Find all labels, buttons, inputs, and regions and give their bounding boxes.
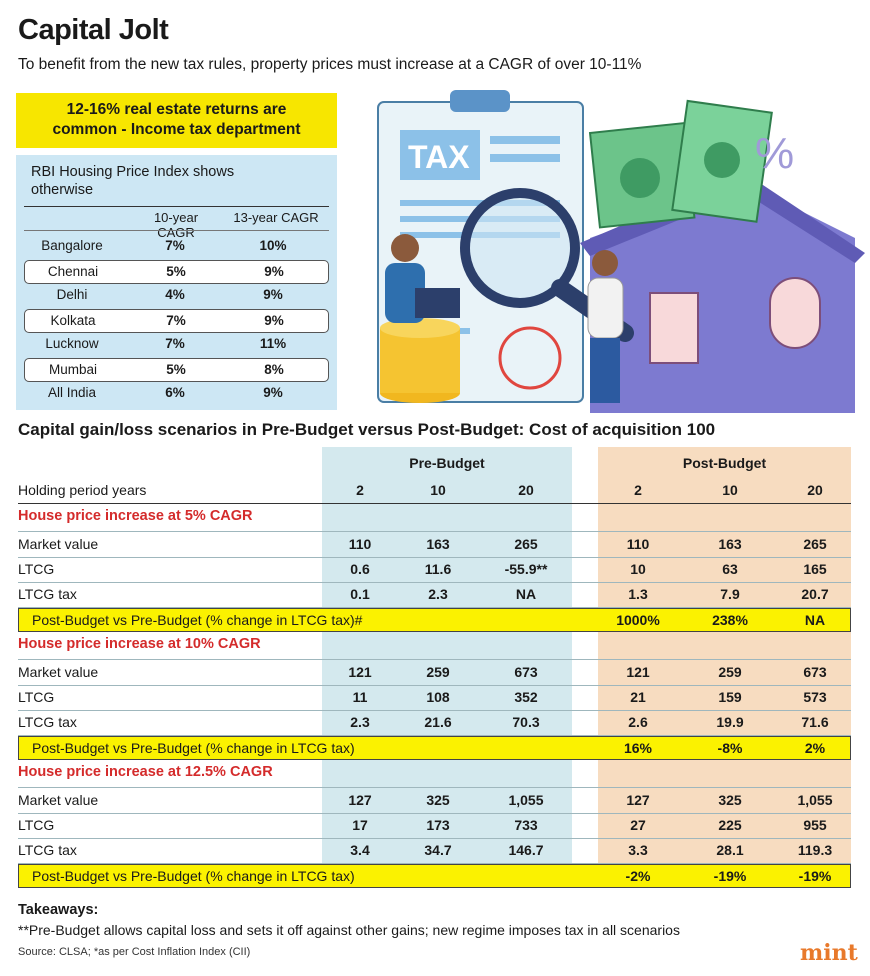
holding-period-label: Holding period years <box>18 482 147 498</box>
table-cell: 20.7 <box>801 586 829 602</box>
person-2-icon <box>592 250 618 276</box>
table-cell: 259 <box>718 664 742 680</box>
table-cell: 7.9 <box>720 586 740 602</box>
table-cell: 10 <box>630 561 646 577</box>
row-label: LTCG tax <box>18 714 77 730</box>
page-title: Capital Jolt <box>18 14 169 46</box>
rbi-13yr-value: 8% <box>264 361 284 377</box>
change-value: 16% <box>623 740 653 756</box>
rbi-10yr-value: 7% <box>165 336 185 351</box>
rbi-city: Lucknow <box>45 336 99 351</box>
table-row <box>18 582 851 607</box>
rbi-10yr-value: 4% <box>165 287 185 302</box>
scenario-heading: House price increase at 12.5% CAGR <box>18 764 273 780</box>
year-header: 20 <box>518 482 534 498</box>
table-cell: 11.6 <box>424 561 452 577</box>
table-cell: 165 <box>803 561 827 577</box>
table-cell: 3.3 <box>628 842 648 858</box>
change-value: 2% <box>804 740 826 756</box>
table-cell: 3.4 <box>350 842 370 858</box>
window-icon <box>770 278 820 348</box>
table-row <box>18 557 851 582</box>
header-divider <box>18 503 851 504</box>
table-cell: 159 <box>718 689 742 705</box>
callout-line-2: common - Income tax department <box>52 121 301 138</box>
table-cell: 2.3 <box>428 586 448 602</box>
table-cell: 0.6 <box>350 561 370 577</box>
rbi-13yr-value: 10% <box>259 238 287 253</box>
table-row <box>18 685 851 710</box>
table-cell: 21 <box>630 689 646 705</box>
table-cell: 673 <box>803 664 827 680</box>
change-value: -8% <box>717 740 743 756</box>
rbi-heading-line-1: RBI Housing Price Index shows <box>31 164 235 180</box>
rbi-13yr-value: 9% <box>263 385 283 400</box>
mint-logo: mint <box>800 940 858 966</box>
rbi-header-divider <box>24 230 329 231</box>
table-cell: 163 <box>718 536 742 552</box>
change-row-border <box>18 608 851 632</box>
table-row <box>18 660 851 685</box>
page-subtitle: To benefit from the new tax rules, property prices must increase at a CAGR of over 10-11% <box>18 56 642 73</box>
table-cell: 121 <box>626 664 650 680</box>
tax-illustration <box>350 88 865 413</box>
table-cell: 163 <box>426 536 450 552</box>
change-value: NA <box>804 612 826 628</box>
tax-label: TAX <box>408 139 470 175</box>
table-cell: 119.3 <box>797 842 833 858</box>
table-cell: 28.1 <box>716 842 744 858</box>
table-cell: 146.7 <box>508 842 544 858</box>
rbi-col-header-10yr: 10-year CAGR <box>153 210 199 240</box>
table-cell: 70.3 <box>512 714 540 730</box>
table-cell: 673 <box>514 664 538 680</box>
change-value: -2% <box>625 868 651 884</box>
rbi-heading <box>31 163 234 199</box>
table-cell: 17 <box>352 817 368 833</box>
table-cell: 71.6 <box>801 714 829 730</box>
year-header: 10 <box>722 482 738 498</box>
rbi-13yr-value: 9% <box>263 287 283 302</box>
rbi-row <box>24 235 327 257</box>
row-label: LTCG tax <box>18 586 77 602</box>
rbi-city: Mumbai <box>48 361 97 377</box>
holding-period-row <box>18 478 851 503</box>
table-row <box>18 788 851 813</box>
callout-line-1: 12-16% real estate returns are <box>66 101 287 118</box>
table-cell: 0.1 <box>350 586 370 602</box>
rbi-10yr-value: 6% <box>165 385 185 400</box>
change-row-border <box>18 864 851 888</box>
table-cell: 259 <box>426 664 450 680</box>
rbi-city: Kolkata <box>50 312 96 328</box>
post-budget-header: Post-Budget <box>682 455 767 471</box>
rbi-10yr-value: 5% <box>166 263 186 279</box>
row-label: LTCG tax <box>18 842 77 858</box>
scenario-heading: House price increase at 10% CAGR <box>18 636 261 652</box>
table-cell: 21.6 <box>424 714 452 730</box>
table-cell: 955 <box>803 817 827 833</box>
table-cell: 573 <box>803 689 827 705</box>
table-cell: 352 <box>514 689 538 705</box>
rbi-divider <box>24 206 329 207</box>
rbi-city: Delhi <box>56 287 88 302</box>
year-header: 20 <box>807 482 823 498</box>
table-cell: 2.6 <box>628 714 648 730</box>
table-row <box>18 710 851 735</box>
rbi-row <box>24 333 327 355</box>
table-cell: 11 <box>352 689 368 705</box>
rbi-heading-line-2: otherwise <box>31 182 94 198</box>
table-cell: 110 <box>626 536 650 552</box>
row-label: Market value <box>18 664 99 680</box>
callout-box <box>16 93 337 148</box>
rbi-10yr-value: 5% <box>166 361 186 377</box>
table-title: Capital gain/loss scenarios in Pre-Budget versus Post-Budget: Cost of acquisition 100 <box>18 420 716 439</box>
table-cell: 19.9 <box>716 714 744 730</box>
year-header: 2 <box>634 482 642 498</box>
row-label: Market value <box>18 792 99 808</box>
rbi-10yr-value: 7% <box>165 238 185 253</box>
pre-budget-header: Pre-Budget <box>409 455 485 471</box>
rbi-row <box>24 260 329 284</box>
scenario-heading: House price increase at 5% CAGR <box>18 508 253 524</box>
table-cell: 63 <box>722 561 738 577</box>
table-cell: 1,055 <box>508 792 544 808</box>
table-cell: 325 <box>718 792 742 808</box>
change-value: -19% <box>713 868 747 884</box>
table-cell: 225 <box>718 817 742 833</box>
change-value: 238% <box>712 612 748 628</box>
table-cell: 27 <box>630 817 646 833</box>
table-cell: 173 <box>426 817 450 833</box>
rbi-10yr-value: 7% <box>166 312 186 328</box>
table-cell: 265 <box>803 536 827 552</box>
table-cell: NA <box>515 586 537 602</box>
table-cell: 108 <box>426 689 450 705</box>
change-value: -19% <box>798 868 832 884</box>
takeaway-note: **Pre-Budget allows capital loss and sets it off against other gains; new regime imposes tax in all scenarios <box>18 922 680 938</box>
table-cell: 127 <box>626 792 650 808</box>
change-label: Post-Budget vs Pre-Budget (% change in LTCG tax)# <box>32 612 363 628</box>
rbi-row <box>24 382 327 404</box>
change-row-border <box>18 736 851 760</box>
row-label: LTCG <box>18 817 55 833</box>
change-label: Post-Budget vs Pre-Budget (% change in LTCG tax) <box>32 868 355 884</box>
rbi-row <box>24 284 327 306</box>
table-cell: 121 <box>348 664 372 680</box>
rbi-13yr-value: 9% <box>264 263 284 279</box>
table-row <box>18 813 851 838</box>
takeaways-heading: Takeaways: <box>18 902 99 918</box>
percent-icon: % <box>755 129 795 178</box>
rbi-13yr-value: 9% <box>264 312 284 328</box>
table-cell: 34.7 <box>424 842 452 858</box>
year-header: 10 <box>430 482 446 498</box>
rbi-row <box>24 358 329 382</box>
row-label: LTCG <box>18 689 55 705</box>
rbi-city: Chennai <box>47 263 99 279</box>
table-cell: 1.3 <box>628 586 648 602</box>
change-value: 1000% <box>616 612 660 628</box>
change-label: Post-Budget vs Pre-Budget (% change in LTCG tax) <box>32 740 355 756</box>
rbi-city: Bangalore <box>41 238 103 253</box>
rbi-row <box>24 309 329 333</box>
rbi-city: All India <box>47 385 97 400</box>
table-cell: 127 <box>348 792 372 808</box>
person-icon <box>391 234 419 262</box>
row-label: Market value <box>18 536 99 552</box>
row-label: LTCG <box>18 561 55 577</box>
laptop-icon <box>415 288 460 318</box>
rbi-13yr-value: 11% <box>259 336 287 351</box>
clip-icon <box>450 90 510 112</box>
table-cell: 1,055 <box>797 792 833 808</box>
year-header: 2 <box>356 482 364 498</box>
rbi-index-panel <box>16 155 337 410</box>
table-row <box>18 838 851 863</box>
table-cell: 265 <box>514 536 538 552</box>
table-cell: -55.9** <box>504 561 548 577</box>
table-cell: 2.3 <box>350 714 370 730</box>
table-row <box>18 532 851 557</box>
table-cell: 325 <box>426 792 450 808</box>
table-cell: 733 <box>514 817 538 833</box>
source-note: Source: CLSA; *as per Cost Inflation Index (CII) <box>18 946 251 958</box>
rbi-col-header-13yr: 13-year CAGR <box>233 210 319 225</box>
table-cell: 110 <box>348 536 372 552</box>
